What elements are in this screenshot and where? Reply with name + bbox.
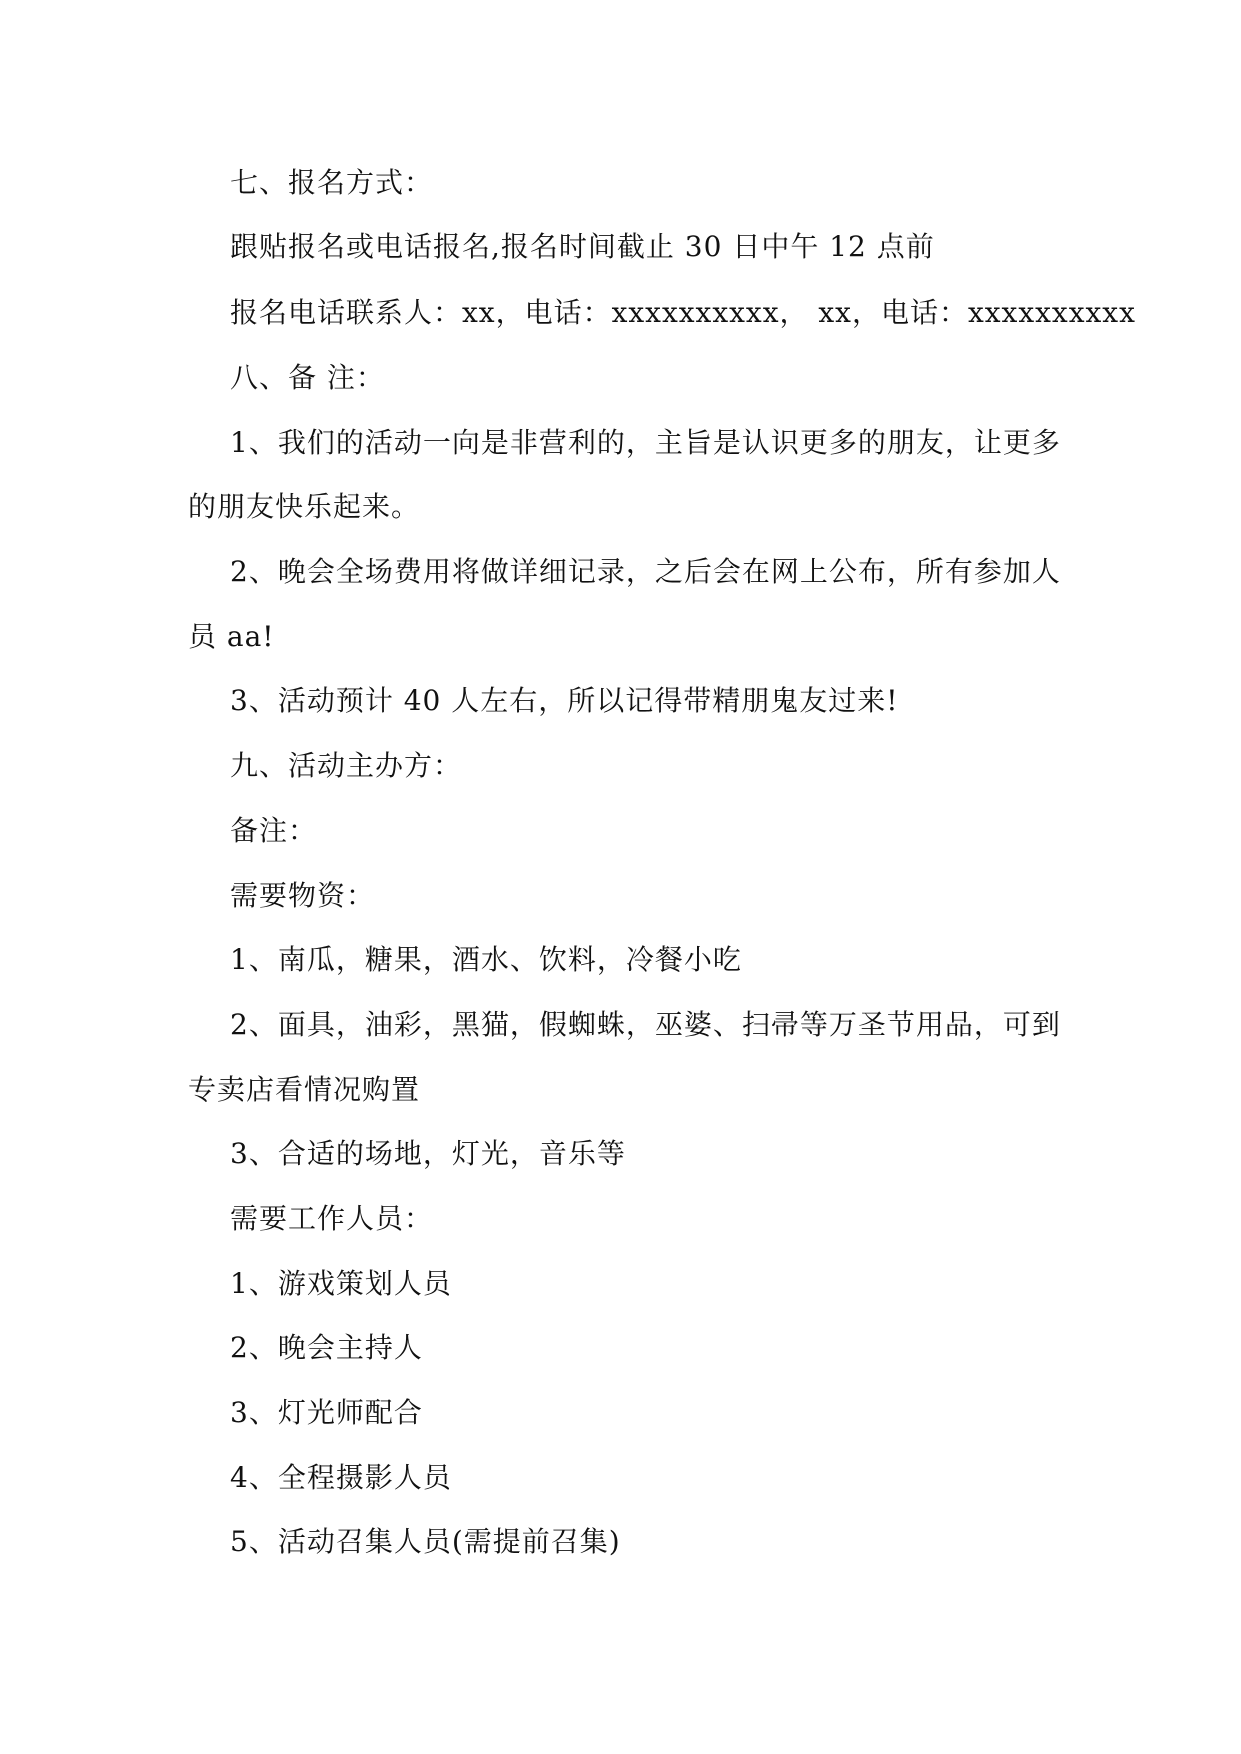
staff-item-2: 2、晚会主持人 <box>230 1331 423 1364</box>
staff-item-3: 3、灯光师配合 <box>230 1396 423 1429</box>
note-1-line-2: 的朋友快乐起来。 <box>188 490 421 523</box>
remarks-heading: 备注： <box>230 814 318 847</box>
registration-contact-text: 报名电话联系人：xx，电话：xxxxxxxxxx， xx，电话：xxxxxxxxxx <box>230 296 1136 329</box>
material-item-2-line-1: 2、面具，油彩，黑猫，假蜘蛛，巫婆、扫帚等万圣节用品，可到 <box>230 1008 1061 1041</box>
note-3-text: 3、活动预计 40 人左右，所以记得带精朋鬼友过来! <box>230 684 899 717</box>
material-item-3: 3、合适的场地，灯光，音乐等 <box>230 1137 626 1170</box>
staff-item-5: 5、活动召集人员(需提前召集) <box>230 1525 621 1558</box>
material-item-1: 1、南瓜，糖果，酒水、饮料，冷餐小吃 <box>230 943 742 976</box>
note-1-line-1: 1、我们的活动一向是非营利的，主旨是认识更多的朋友，让更多 <box>230 426 1061 459</box>
section-7-heading: 七、报名方式： <box>230 166 434 199</box>
staff-item-1: 1、游戏策划人员 <box>230 1267 452 1300</box>
staff-heading: 需要工作人员： <box>230 1202 434 1235</box>
note-2-line-2: 员 aa! <box>188 620 275 653</box>
section-9-heading: 九、活动主办方： <box>230 749 463 782</box>
note-2-line-1: 2、晚会全场费用将做详细记录，之后会在网上公布，所有参加人 <box>230 555 1061 588</box>
registration-method-text: 跟贴报名或电话报名,报名时间截止 30 日中午 12 点前 <box>230 230 935 263</box>
material-item-2-line-2: 专卖店看情况购置 <box>188 1073 421 1106</box>
materials-heading: 需要物资： <box>230 879 376 912</box>
section-8-heading: 八、备 注： <box>230 361 385 394</box>
staff-item-4: 4、全程摄影人员 <box>230 1461 452 1494</box>
